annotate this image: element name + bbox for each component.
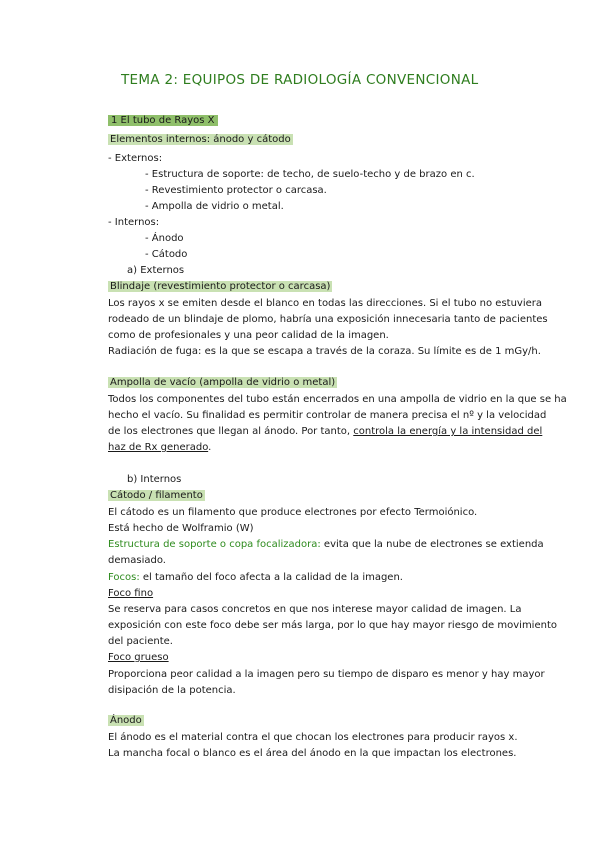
paragraph-line: Está hecho de Wolframio (W): [108, 523, 254, 534]
paragraph-line: Radiación de fuga: es la que se escapa a través de la coraza. Su límite es de 1 mGy/h.: [108, 346, 541, 357]
catodo-heading: [108, 489, 205, 503]
part-b-heading: b) Internos: [127, 474, 182, 485]
estructura-text: evita que la nube de electrones se extienda: [320, 539, 544, 550]
focos-text: el tamaño del foco afecta a la calidad de la imagen.: [139, 572, 403, 583]
anodo-heading-text: Ánodo: [110, 715, 142, 726]
section-heading-text: 1 El tubo de Rayos X: [108, 115, 218, 126]
paragraph-line: Todos los componentes del tubo están encerrados en una ampolla de vidrio en la que se ha: [108, 394, 567, 405]
paragraph-line: El ánodo es el material contra el que chocan los electrones para producir rayos x.: [108, 732, 518, 743]
externos-label: - Externos:: [108, 153, 163, 164]
externos-item: - Ampolla de vidrio o metal.: [145, 201, 284, 212]
paragraph-line: [108, 538, 544, 552]
ampolla-line4-end: .: [208, 442, 212, 453]
ampolla-line4-underlined: haz de Rx generado: [108, 442, 209, 453]
section-heading: [108, 114, 218, 128]
externos-item: - Revestimiento protector o carcasa.: [145, 185, 327, 196]
paragraph-line: como de profesionales y una peor calidad de la imagen.: [108, 330, 389, 341]
externos-item: - Estructura de soporte: de techo, de suelo-techo y de brazo en c.: [145, 169, 475, 180]
section-subheading: [108, 133, 293, 147]
paragraph-line: disipación de la potencia.: [108, 685, 236, 696]
ampolla-heading-text: Ampolla de vacío (ampolla de vidrio o metal): [110, 377, 336, 388]
paragraph-line: del paciente.: [108, 636, 173, 647]
ampolla-line3-underlined: controla la energía y la intensidad del: [353, 426, 543, 437]
paragraph-line: rodeado de un blindaje de plomo, habría una exposición innecesaria tanto de pacientes: [108, 314, 548, 325]
paragraph-line: exposición con este foco debe ser más larga, por lo que hay mayor riesgo de movimiento: [108, 620, 557, 631]
focos-label: Focos:: [108, 572, 140, 583]
paragraph-line: [108, 441, 211, 455]
paragraph-line: [108, 425, 542, 439]
paragraph-line: El cátodo es un filamento que produce electrones por efecto Termoiónico.: [108, 507, 478, 518]
ampolla-heading: [108, 376, 337, 390]
paragraph-line: [108, 571, 403, 585]
section-subheading-text: Elementos internos: ánodo y cátodo: [110, 134, 291, 145]
foco-grueso-heading: Foco grueso: [108, 652, 169, 663]
paragraph-line: demasiado.: [108, 555, 166, 566]
foco-fino-heading: Foco fino: [108, 588, 154, 599]
paragraph-line: Se reserva para casos concretos en que nos interese mayor calidad de imagen. La: [108, 604, 522, 615]
blindaje-heading: [108, 280, 332, 294]
paragraph-line: La mancha focal o blanco es el área del ánodo en la que impactan los electrones.: [108, 748, 517, 759]
paragraph-line: Proporciona peor calidad a la imagen pero su tiempo de disparo es menor y hay mayor: [108, 669, 545, 680]
blindaje-heading-text: Blindaje (revestimiento protector o carcasa): [110, 281, 331, 292]
internos-label: - Internos:: [108, 217, 160, 228]
part-a-heading: a) Externos: [127, 265, 185, 276]
internos-item: - Ánodo: [145, 233, 184, 244]
estructura-label: Estructura de soporte o copa focalizadora:: [108, 539, 321, 550]
internos-item: - Cátodo: [145, 249, 188, 260]
catodo-heading-text: Cátodo / filamento: [110, 490, 203, 501]
ampolla-line3-plain: de los electrones que llegan al ánodo. Por tanto,: [108, 426, 354, 437]
paragraph-line: Los rayos x se emiten desde el blanco en todas las direcciones. Si el tubo no estuviera: [108, 298, 542, 309]
paragraph-line: hecho el vacío. Su finalidad es permitir controlar de manera precisa el nº y la velocidad: [108, 410, 547, 421]
page-title: TEMA 2: EQUIPOS DE RADIOLOGÍA CONVENCIONAL: [121, 72, 479, 88]
anodo-heading: [108, 714, 144, 728]
